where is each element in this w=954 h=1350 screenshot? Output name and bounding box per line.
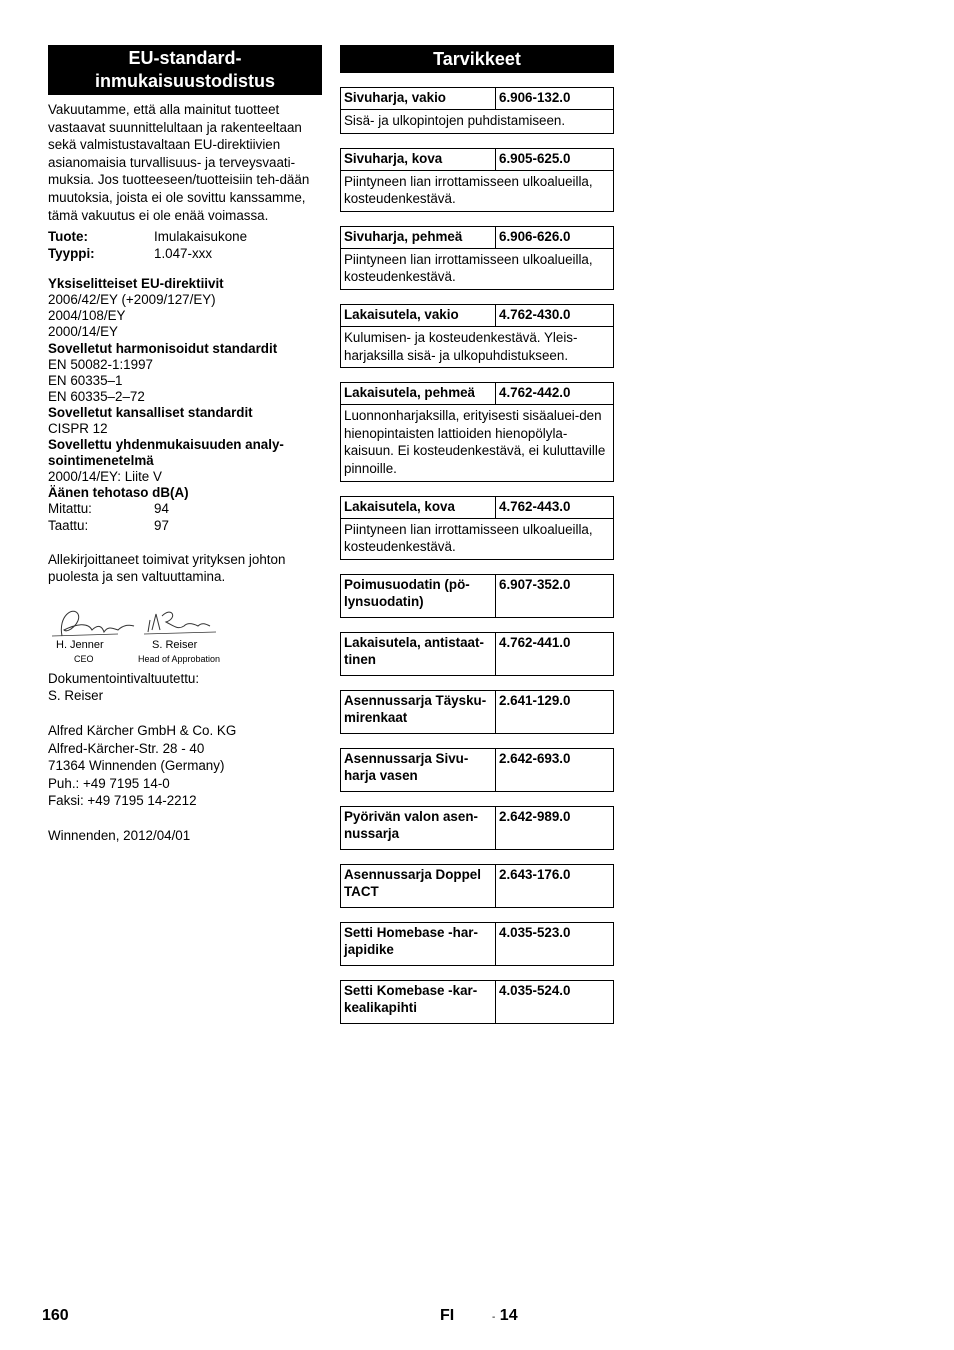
national-heading: Sovelletut kansalliset standardit: [48, 404, 253, 420]
directive-item: 2006/42/EY (+2009/127/EY): [48, 292, 216, 308]
directive-item: 2004/108/EY: [48, 308, 126, 324]
accessory-number: 2.643-176.0: [499, 866, 571, 882]
accessory-header: [341, 149, 613, 171]
company-line: Faksi: +49 7195 14-2212: [48, 793, 197, 809]
accessory-number: 4.762-442.0: [499, 385, 571, 401]
documentation-label: Dokumentointivaltuutettu:: [48, 670, 200, 686]
accessory-header: [341, 383, 613, 405]
accessory-number: 6.905-625.0: [499, 150, 571, 166]
signatures-area: [48, 596, 322, 676]
accessory-number: 2.641-129.0: [499, 692, 571, 708]
page-number: 160: [42, 1307, 69, 1324]
accessories-column: [340, 45, 614, 1024]
accessory-header: [341, 923, 613, 965]
accessory-header: [341, 807, 613, 849]
accessory-number: 4.035-524.0: [499, 982, 571, 998]
accessory-description: Kulumisen- ja kosteudenkestävä. Yleis-harjaksilla sisä- ja ulkopuhdistukseen.: [344, 329, 578, 363]
signatory-1-title: CEO: [74, 653, 94, 664]
accessory-header: [341, 749, 613, 791]
national-item: CISPR 12: [48, 421, 108, 436]
conformity-heading-line2: sointimenetelmä: [48, 453, 154, 469]
guaranteed-value: 97: [154, 517, 169, 533]
accessory-number: 4.035-523.0: [499, 924, 571, 940]
accessory-name: Lakaisutela, kova: [341, 497, 496, 518]
accessory-header: [341, 633, 613, 675]
directives-section: [48, 276, 322, 534]
accessory-item: [340, 304, 614, 368]
accessory-item: [340, 382, 614, 481]
accessory-number: 4.762-430.0: [499, 306, 571, 322]
accessory-number: 4.762-441.0: [499, 634, 571, 650]
accessory-name: Poimusuodatin (pö-lynsuodatin): [341, 575, 496, 617]
product-value: Imulakaisukone: [154, 229, 248, 245]
accessory-header: [341, 575, 613, 617]
directives-heading: Yksiselitteiset EU-direktiivit: [48, 276, 224, 292]
accessory-header: [341, 88, 613, 110]
accessory-description: Piintyneen lian irrottamisseen ulkoalueilla, kosteudenkestävä.: [344, 173, 593, 207]
accessory-item: [340, 690, 614, 734]
declaration-title: [48, 45, 322, 95]
accessory-name: Setti Komebase -kar-kealikapihti: [341, 981, 496, 1023]
signatory-1-name: H. Jenner: [56, 638, 104, 651]
place-date: Winnenden, 2012/04/01: [48, 828, 191, 843]
measured-row: [48, 501, 322, 517]
harmonised-item: EN 50082-1:1997: [48, 356, 153, 372]
measured-value: 94: [154, 501, 169, 517]
accessory-name: Pyörivän valon asen-nussarja: [341, 807, 496, 849]
declaration-title-line2: inmukaisuustodistus: [94, 71, 276, 91]
conformity-value: 2000/14/EY: Liite V: [48, 469, 162, 485]
accessory-description: Luonnonharjaksilla, erityisesti sisäaluei-den hienopintaisten lattioiden hienopölyla-kaisuun. Ei kosteudenkestävä, ei kuluttaville pinnoille.: [344, 408, 606, 476]
accessories-title: Tarvikkeet: [340, 45, 614, 73]
declaration-title-line1: EU-standard-: [128, 48, 242, 68]
company-line: 71364 Winnenden (Germany): [48, 758, 225, 774]
documentation-name: S. Reiser: [48, 688, 104, 704]
declaration-column: [48, 45, 322, 845]
accessory-name: Lakaisutela, antistaat-tinen: [341, 633, 496, 675]
accessory-item: [340, 806, 614, 850]
accessory-item: [340, 87, 614, 134]
accessory-number: 2.642-693.0: [499, 750, 571, 766]
accessory-name: Asennussarja Doppel TACT: [341, 865, 496, 907]
type-row: [48, 245, 322, 262]
sub-page-value: 14: [499, 1307, 518, 1324]
accessory-header: [341, 305, 613, 327]
guaranteed-label: Taattu:: [48, 517, 89, 533]
harmonised-item: EN 60335–2–72: [48, 388, 145, 404]
accessory-item: [340, 748, 614, 792]
harmonised-item: EN 60335–1: [48, 372, 123, 388]
accessory-name: Setti Homebase -har-japidike: [341, 923, 496, 965]
accessory-item: [340, 226, 614, 290]
accessory-name: Lakaisutela, vakio: [341, 305, 496, 326]
accessory-item: [340, 922, 614, 966]
accessory-name: Asennussarja Täysku-mirenkaat: [341, 691, 496, 733]
accessory-header: [341, 865, 613, 907]
accessory-item: [340, 864, 614, 908]
accessory-description: Piintyneen lian irrottamisseen ulkoalueilla, kosteudenkestävä.: [344, 251, 593, 285]
sub-page-number: - 14: [492, 1307, 518, 1324]
accessory-item: [340, 632, 614, 676]
signatory-2-name: S. Reiser: [152, 638, 198, 651]
product-row: [48, 228, 322, 245]
accessory-name: Asennussarja Sivu-harja vasen: [341, 749, 496, 791]
directive-item: 2000/14/EY: [48, 324, 118, 340]
accessory-item: [340, 496, 614, 560]
company-line: Puh.: +49 7195 14-0: [48, 775, 170, 791]
accessory-item: [340, 148, 614, 212]
company-address: [48, 722, 322, 810]
accessory-number: 6.906-132.0: [499, 90, 571, 105]
conformity-heading-line1: Sovellettu yhdenmukaisuuden analy-: [48, 437, 284, 453]
accessory-description: Sisä- ja ulkopintojen puhdistamiseen.: [344, 113, 566, 128]
measured-label: Mitattu:: [48, 501, 92, 517]
product-label: Tuote:: [48, 229, 88, 245]
language-code: FI: [440, 1307, 455, 1324]
accessory-number: 6.907-352.0: [499, 576, 571, 592]
accessory-name: Sivuharja, pehmeä: [341, 227, 496, 248]
accessory-name: Lakaisutela, pehmeä: [341, 383, 496, 404]
sound-heading: Äänen tehotaso dB(A): [48, 485, 189, 501]
accessory-header: [341, 497, 613, 519]
signatory-2-title: Head of Approbation: [138, 653, 221, 664]
company-line: Alfred-Kärcher-Str. 28 - 40: [48, 740, 205, 756]
signatories-text: Allekirjoittaneet toimivat yrityksen johton puolesta ja sen valtuuttamina.: [48, 551, 286, 585]
type-value: 1.047-xxx: [154, 246, 213, 262]
accessory-name: Sivuharja, kova: [341, 149, 496, 170]
guaranteed-row: [48, 518, 322, 534]
accessory-header: [341, 981, 613, 1023]
accessory-description: Piintyneen lian irrottamisseen ulkoalueilla, kosteudenkestävä.: [344, 521, 593, 555]
company-line: Alfred Kärcher GmbH & Co. KG: [48, 723, 237, 739]
accessory-header: [341, 691, 613, 733]
type-label: Tyyppi:: [48, 246, 95, 262]
accessory-header: [341, 227, 613, 249]
accessory-number: 6.906-626.0: [499, 228, 571, 244]
accessory-item: [340, 980, 614, 1024]
declaration-intro: Vakuutamme, että alla mainitut tuotteet vastaavat suunnittelultaan ja rakenteeltaan sekä valmistustavaltaan EU-direktiivien asianomaisia turvallisuus- ja terveysvaati-muksia. Jos tuotteeseen/tuotteisiin teh-dään muutoksia, joista ei ole sovittu kanssamme, tämä vakuutus ei ole enää voimassa.: [48, 102, 310, 223]
accessory-name: Sivuharja, vakio: [341, 88, 496, 109]
accessory-item: [340, 574, 614, 618]
harmonised-heading: Sovelletut harmonisoidut standardit: [48, 340, 278, 356]
accessories-list: [340, 87, 614, 1024]
accessory-number: 2.642-989.0: [499, 808, 571, 824]
accessory-number: 4.762-443.0: [499, 498, 571, 514]
